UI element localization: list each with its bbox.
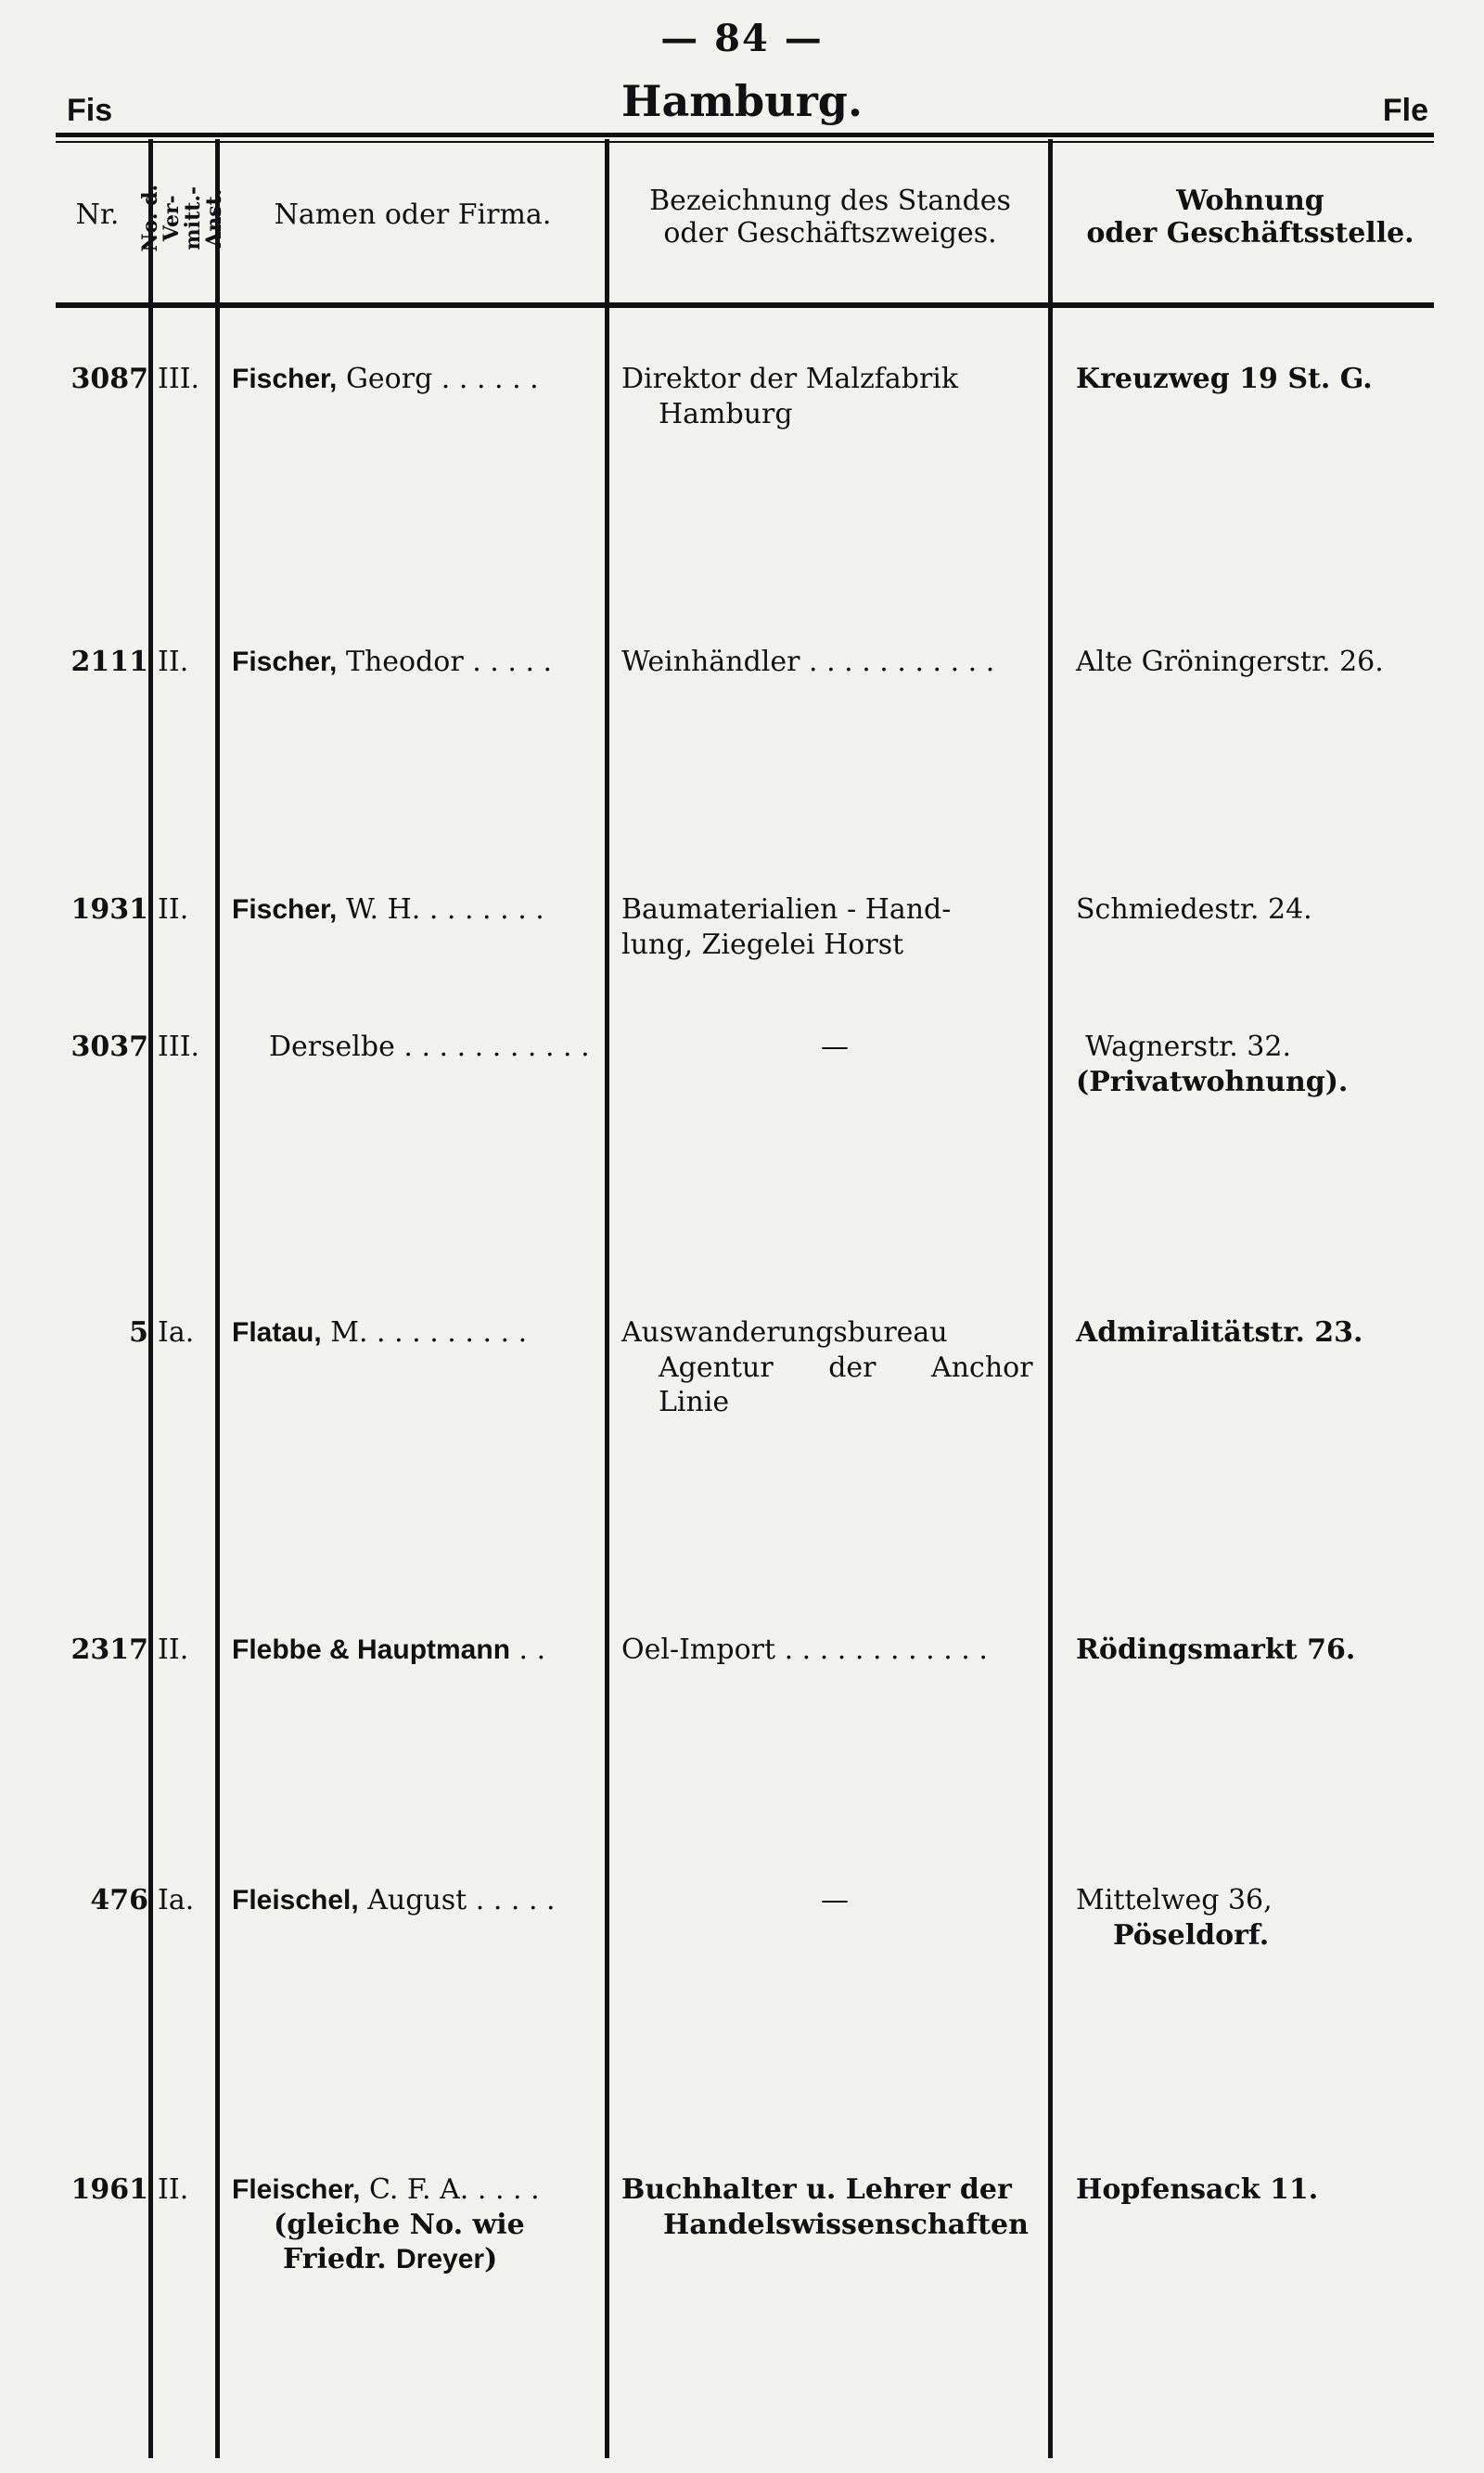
- column-header-address: [1055, 186, 1445, 250]
- entry-description: Oel-Import . . . . . . . . . . . .: [621, 1634, 988, 1666]
- entry-given: Derselbe . . . . . . . . . . .: [269, 1031, 590, 1063]
- entry-address: Hopfensack 11.: [1076, 2173, 1319, 2206]
- entry-description: [621, 362, 1048, 431]
- column-header-vermitt-label: No. d. Ver-mitt.-Anst.: [137, 184, 227, 252]
- entry-class: II.: [158, 1634, 189, 1666]
- entry-description-line1: Baumaterialien - Hand-: [621, 893, 952, 926]
- entry-name: [232, 362, 603, 397]
- entry-description: [621, 2172, 1048, 2242]
- entry-number: 476: [90, 1884, 148, 1916]
- column-header-desc-line1: Bezeichnung des Standes: [649, 185, 1011, 217]
- entry-name: [232, 2172, 603, 2277]
- page-number: — 84 —: [660, 17, 824, 60]
- entry-class: Ia.: [158, 1316, 195, 1349]
- entry-description: —: [821, 1884, 849, 1916]
- entry-address: [1076, 1883, 1465, 1953]
- entry-name: [232, 645, 603, 680]
- top-rule-thin: [56, 141, 1434, 143]
- entry-address-line2: (Privatwohnung).: [1076, 1065, 1349, 1098]
- entry-description-line1: Buchhalter u. Lehrer der: [621, 2173, 1012, 2206]
- entry-name-line2: (gleiche No. wie: [274, 2208, 525, 2241]
- entry-name: [232, 1633, 603, 1668]
- entry-address: Schmiedestr. 24.: [1076, 893, 1312, 926]
- entry-address: Admiralitätstr. 23.: [1076, 1316, 1363, 1349]
- entry-name-line3-suffix: ): [484, 2243, 498, 2275]
- entry-number: 3087: [70, 363, 148, 395]
- entry-description-line2: Handelswissenschaften: [663, 2208, 1029, 2241]
- entry-name: [232, 1030, 603, 1065]
- entry-number: 3037: [70, 1031, 148, 1063]
- entry-name-line3-surname: Dreyer: [395, 2244, 485, 2274]
- column-divider-4: [1048, 139, 1053, 2458]
- entry-given: Georg . . . . . .: [337, 363, 539, 395]
- running-head-left: Fis: [67, 93, 113, 128]
- entry-description-line2: Agentur der Anchor: [659, 1351, 1033, 1384]
- column-divider-1: [148, 139, 153, 2458]
- entry-address-line1: Mittelweg 36,: [1076, 1884, 1273, 1916]
- running-head-right: Fle: [1382, 93, 1428, 128]
- column-header-desc: [612, 186, 1048, 250]
- entry-name: [232, 892, 603, 928]
- entry-description: Weinhändler . . . . . . . . . . .: [621, 646, 995, 678]
- entry-given: C. F. A. . . . .: [360, 2173, 540, 2206]
- column-header-address-line1: Wohnung: [1176, 185, 1324, 217]
- entry-surname: Fischer,: [232, 647, 338, 677]
- entry-description-line2: lung, Ziegelei Horst: [621, 928, 904, 961]
- entry-address: [1076, 1030, 1465, 1099]
- entry-description-line1: Auswanderungsbureau: [621, 1316, 948, 1349]
- entry-number: 2317: [70, 1634, 148, 1666]
- entry-number: 1961: [70, 2173, 148, 2206]
- column-header-vermitt: [137, 139, 227, 297]
- header-bottom-rule: [56, 302, 1434, 308]
- entry-class: II.: [158, 893, 189, 926]
- column-divider-2: [215, 139, 220, 2458]
- entry-address: Rödingsmarkt 76.: [1076, 1634, 1356, 1666]
- entry-address-line2: Pöseldorf.: [1113, 1918, 1270, 1952]
- entry-name: [232, 1315, 603, 1351]
- entry-surname: Fischer,: [232, 364, 338, 394]
- entry-class: II.: [158, 646, 189, 678]
- entry-surname: Fleischer,: [232, 2174, 361, 2205]
- entry-name-line3: [232, 2242, 603, 2277]
- entry-given: Theodor . . . . .: [337, 646, 553, 678]
- entry-description: [621, 1315, 1048, 1420]
- entry-given: M. . . . . . . . . .: [321, 1316, 528, 1349]
- entry-number: 5: [129, 1316, 148, 1349]
- entry-class: III.: [158, 1031, 200, 1063]
- entry-surname: Fischer,: [232, 894, 338, 925]
- entry-description-line3: Linie: [659, 1386, 730, 1418]
- entry-class: II.: [158, 2173, 189, 2206]
- top-rule-thick: [56, 133, 1434, 137]
- entry-surname: Flatau,: [232, 1317, 322, 1348]
- entry-given: W. H. . . . . . . .: [337, 893, 544, 926]
- entry-class: Ia.: [158, 1884, 195, 1916]
- entry-number: 2111: [70, 646, 148, 678]
- entry-class: III.: [158, 363, 200, 395]
- column-header-desc-line2: oder Geschäftszweiges.: [663, 216, 997, 250]
- entry-surname: Fleischel,: [232, 1885, 359, 1916]
- entry-description: [621, 892, 1048, 962]
- entry-description: —: [821, 1031, 849, 1063]
- column-header-nr: Nr.: [75, 199, 120, 231]
- entry-description-line1: Direktor der Malzfabrik: [621, 363, 959, 395]
- entry-description-line2: Hamburg: [659, 397, 793, 430]
- page-title: Hamburg.: [621, 76, 863, 126]
- entry-given: . .: [510, 1634, 546, 1666]
- entry-name-line3-prefix: Friedr.: [283, 2243, 396, 2275]
- entry-number: 1931: [70, 893, 148, 926]
- entry-address-line1: Wagnerstr. 32.: [1085, 1031, 1292, 1063]
- entry-address: Kreuzweg 19 St. G.: [1076, 363, 1373, 395]
- column-header-name: Namen oder Firma.: [274, 199, 552, 231]
- entry-address: Alte Gröningerstr. 26.: [1076, 646, 1384, 678]
- entry-given: August . . . . .: [358, 1884, 556, 1916]
- column-header-address-line2: oder Geschäftsstelle.: [1086, 216, 1414, 250]
- entry-name: [232, 1883, 603, 1918]
- column-divider-3: [605, 139, 609, 2458]
- entry-surname: Flebbe & Hauptmann: [232, 1634, 511, 1665]
